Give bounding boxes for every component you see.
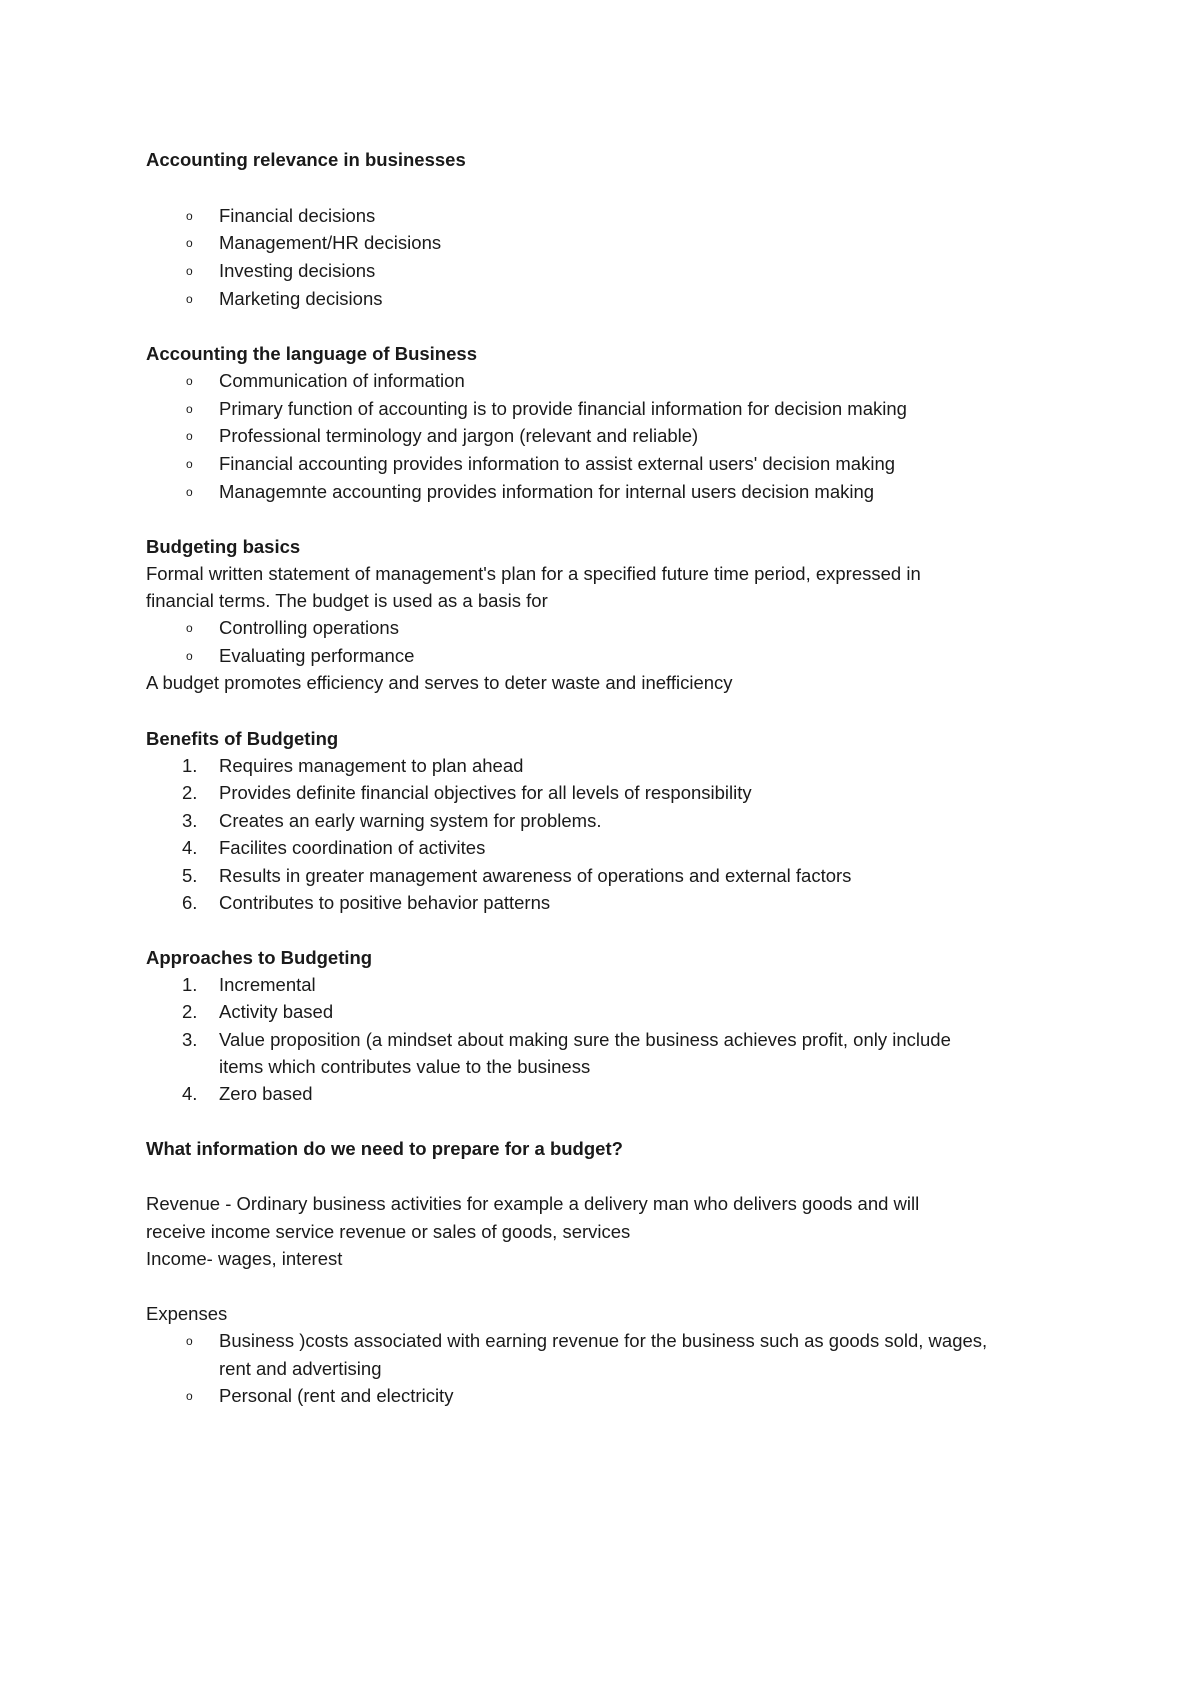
list-item: Managemnte accounting provides information for internal users decision making	[219, 481, 875, 502]
numbered-item: Results in greater management awareness of operations and external factors	[219, 865, 852, 886]
bullet: o	[186, 1334, 193, 1348]
list-item: Marketing decisions	[219, 288, 383, 309]
list-number: 3.	[182, 1029, 198, 1050]
heading-budgeting-basics: Budgeting basics	[146, 536, 301, 557]
heading-benefits-of-budgeting: Benefits of Budgeting	[146, 728, 339, 749]
list-item: Professional terminology and jargon (relevant and reliable)	[219, 425, 699, 446]
bullet: o	[186, 402, 193, 416]
list-item: Business )costs associated with earning revenue for the business such as goods sold, wages,	[219, 1330, 988, 1351]
bullet: o	[186, 209, 193, 223]
list-item: Financial accounting provides information to assist external users' decision making	[219, 453, 896, 474]
numbered-item: Facilites coordination of activites	[219, 837, 486, 858]
list-item: Personal (rent and electricity	[219, 1385, 454, 1406]
list-number: 5.	[182, 865, 198, 886]
paragraph-line: Expenses	[146, 1303, 228, 1324]
paragraph-line: Revenue - Ordinary business activities for example a delivery man who delivers goods and will	[146, 1193, 920, 1214]
bullet: o	[186, 485, 193, 499]
list-number: 2.	[182, 782, 198, 803]
numbered-item: Requires management to plan ahead	[219, 755, 524, 776]
list-number: 1.	[182, 974, 198, 995]
numbered-item: Provides definite financial objectives for all levels of responsibility	[219, 782, 752, 803]
list-number: 2.	[182, 1001, 198, 1022]
list-item: Management/HR decisions	[219, 232, 442, 253]
bullet: o	[186, 374, 193, 388]
list-item: Primary function of accounting is to provide financial information for decision making	[219, 398, 907, 419]
heading-accounting-language: Accounting the language of Business	[146, 343, 477, 364]
heading-accounting-relevance: Accounting relevance in businesses	[146, 149, 466, 170]
list-item: Investing decisions	[219, 260, 376, 281]
list-item-continuation: rent and advertising	[219, 1358, 382, 1379]
paragraph-line: A budget promotes efficiency and serves to deter waste and inefficiency	[146, 672, 733, 693]
numbered-item: Creates an early warning system for problems.	[219, 810, 602, 831]
bullet: o	[186, 1389, 193, 1403]
list-number: 1.	[182, 755, 198, 776]
numbered-item: Value proposition (a mindset about making sure the business achieves profit, only include	[219, 1029, 951, 1050]
list-item: Communication of information	[219, 370, 465, 391]
heading-what-information: What information do we need to prepare for a budget?	[146, 1138, 623, 1159]
list-item: Controlling operations	[219, 617, 399, 638]
list-number: 4.	[182, 1083, 198, 1104]
list-item: Financial decisions	[219, 205, 376, 226]
heading-approaches-to-budgeting: Approaches to Budgeting	[146, 947, 373, 968]
bullet: o	[186, 236, 193, 250]
numbered-item: Contributes to positive behavior patterns	[219, 892, 551, 913]
bullet: o	[186, 292, 193, 306]
bullet: o	[186, 457, 193, 471]
numbered-item: Incremental	[219, 974, 316, 995]
paragraph-line: Income- wages, interest	[146, 1248, 343, 1269]
numbered-item: Activity based	[219, 1001, 334, 1022]
paragraph-line: financial terms. The budget is used as a basis for	[146, 590, 548, 611]
bullet: o	[186, 429, 193, 443]
numbered-item: Zero based	[219, 1083, 313, 1104]
list-number: 6.	[182, 892, 198, 913]
paragraph-line: receive income service revenue or sales of goods, services	[146, 1221, 631, 1242]
numbered-item-continuation: items which contributes value to the business	[219, 1056, 591, 1077]
bullet: o	[186, 264, 193, 278]
paragraph-line: Formal written statement of management's plan for a specified future time period, expressed in	[146, 563, 921, 584]
bullet: o	[186, 649, 193, 663]
list-number: 3.	[182, 810, 198, 831]
bullet: o	[186, 621, 193, 635]
list-number: 4.	[182, 837, 198, 858]
list-item: Evaluating performance	[219, 645, 415, 666]
